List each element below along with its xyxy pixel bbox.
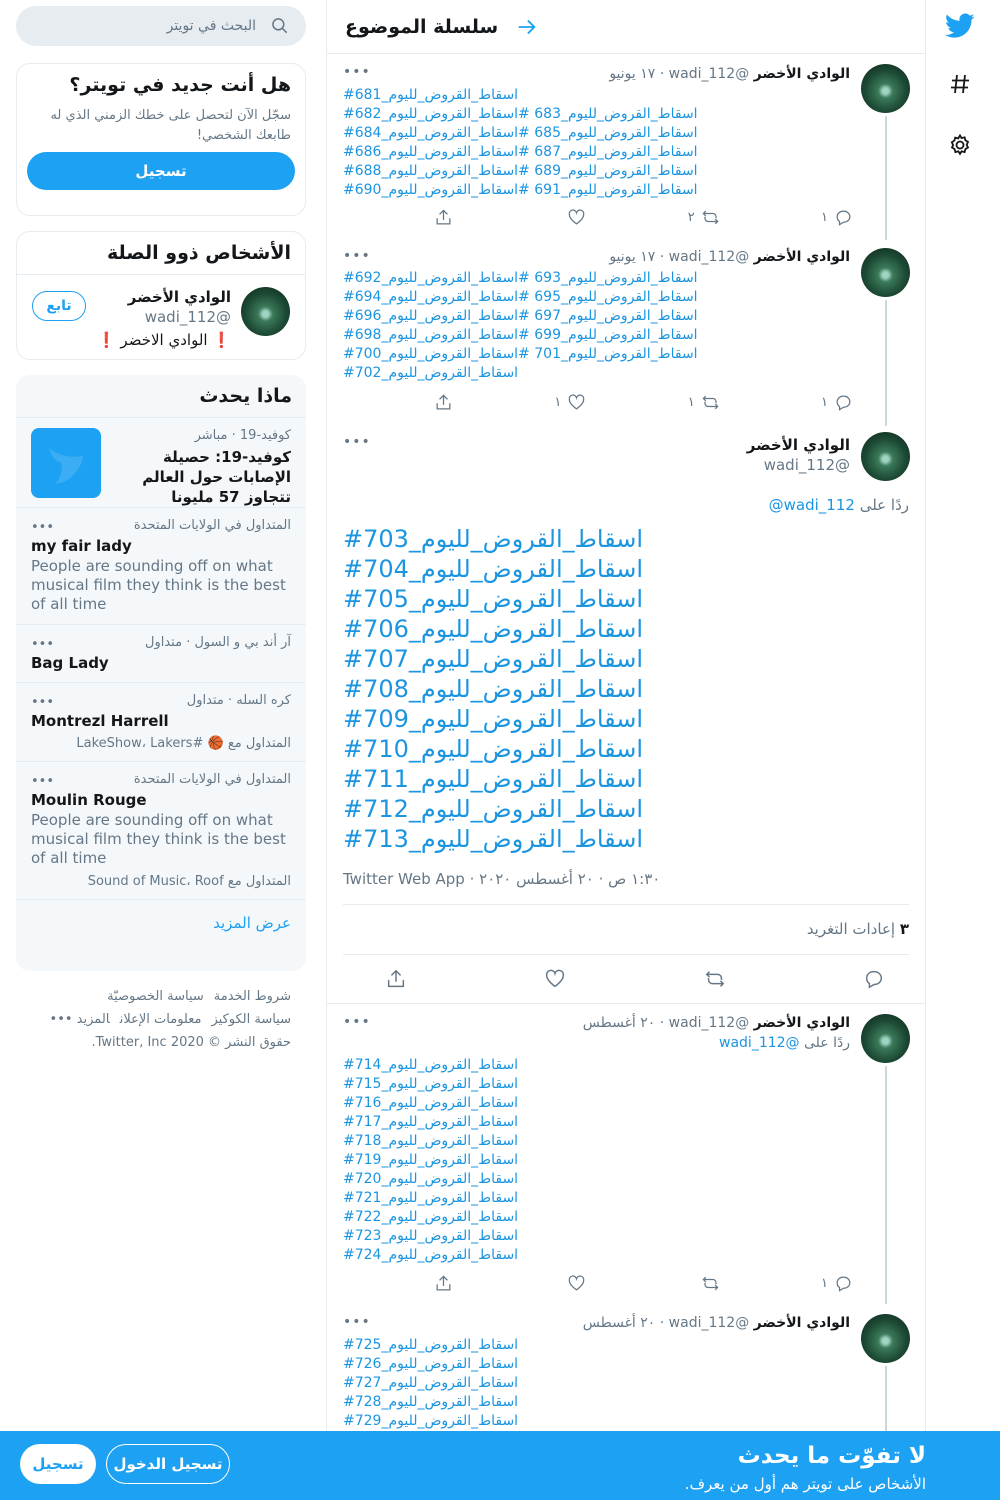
tweet-meta: الوادي الأخضر @wadi_112 · ١٧ يونيو [609,249,850,265]
retweet-button[interactable]: ٢ [610,208,720,227]
tweet-actions [343,208,853,227]
trend-name: Bag Lady [31,654,109,672]
share-icon [434,1274,453,1293]
share-icon [434,208,453,227]
user-bio: ❗ الوادي الاخضر ❗ [96,331,231,349]
card-text: سجّل الآن لتحصل على خطك الزمني الذي له طابعك الشخصي! [50,108,291,143]
hashtag-line[interactable]: #اسقاط_القروض_لليوم_709 [343,705,644,733]
search-icon [270,16,290,36]
tweet-actions [385,968,885,990]
hashtag-line[interactable]: #اسقاط_القروض_لليوم_697 #اسقاط_القروض_لليوم_696 [343,308,698,324]
thread-line [885,300,887,426]
hashtag-line[interactable]: #اسقاط_القروض_لليوم_718 [343,1133,519,1149]
hashtag-line[interactable]: #اسقاط_القروض_لليوم_715 [343,1076,519,1092]
hashtag-line[interactable]: #اسقاط_القروض_لليوم_704 [343,555,644,583]
more-icon[interactable]: ••• [31,695,55,710]
avatar[interactable] [861,64,910,113]
ads-info-link[interactable]: معلومات الإعلان [119,1012,202,1027]
reply-button[interactable]: ١ [743,393,853,412]
share-icon [434,393,453,412]
hashtag-line[interactable]: #اسقاط_القروض_لليوم_725 [343,1337,519,1353]
card-title: هل أنت جديد في تويتر؟ [69,74,291,96]
hashtag-line[interactable]: #اسقاط_القروض_لليوم_720 [343,1171,519,1187]
tweet-text [343,1336,850,1431]
author-name: الوادي الأخضر [746,436,850,454]
reply-context: ردًا على @wadi_112 [719,1035,850,1051]
hashtag-line[interactable]: #اسقاط_القروض_لليوم_729 [343,1413,519,1429]
retweet-button[interactable]: ١ [610,393,720,412]
tweet-text [343,86,850,200]
news-item[interactable] [16,417,306,507]
thread-line [885,1066,887,1304]
hashtag-line[interactable]: #اسقاط_القروض_لليوم_712 [343,795,644,823]
more-icon[interactable]: ••• [343,434,371,450]
avatar[interactable] [241,287,290,336]
share-button[interactable] [343,208,453,227]
twitter-bird-icon[interactable] [944,10,976,42]
hashtag-line[interactable]: #اسقاط_القروض_لليوم_707 [343,645,644,673]
hashtag-line[interactable]: #اسقاط_القروض_لليوم_713 [343,825,644,853]
show-more-link[interactable]: عرض المزيد [16,899,306,946]
divider [343,904,909,905]
trends-card [16,375,306,971]
reply-to-link[interactable]: @wadi_112 [719,1035,800,1051]
reply-context: ردًا على @wadi_112 [768,496,909,514]
reply-icon [834,393,853,412]
like-button[interactable]: ١ [476,393,586,412]
timestamp[interactable]: ١:٣٠ ص · ٢٠ أغسطس ٢٠٢٠ · Twitter Web App [343,870,661,888]
user-handle: @wadi_112 [144,308,231,326]
trend-item[interactable] [16,624,306,682]
search-input[interactable] [16,6,306,46]
retweet-icon [701,1274,720,1293]
trend-item[interactable] [16,761,306,899]
hashtag-line[interactable]: #اسقاط_القروض_لليوم_706 [343,615,644,643]
tweet-actions [343,1274,853,1293]
tweet-1[interactable] [327,54,925,240]
hashtag-line[interactable]: #اسقاط_القروض_لليوم_693 #اسقاط_القروض_لليوم_692 [343,270,698,286]
more-icon[interactable]: ••• [343,248,371,264]
heart-icon [567,1274,586,1293]
heart-icon [567,208,586,227]
retweet-button[interactable] [610,1274,720,1293]
more-icon[interactable]: ••• [31,637,55,652]
hashtag-line[interactable]: #اسقاط_القروض_لليوم_695 #اسقاط_القروض_لليوم_694 [343,289,698,305]
hashtag-line[interactable]: #اسقاط_القروض_لليوم_714 [343,1057,519,1073]
retweet-count[interactable]: ٣ إعادات التغريد [806,920,909,938]
user-name[interactable]: الوادي الأخضر [127,288,231,306]
trend-related: المتداول مع 🏀 #LakeShow، Lakers [76,736,291,751]
hashtag-line[interactable]: #اسقاط_القروض_لليوم_701 #اسقاط_القروض_لليوم_700 [343,346,698,362]
hashtag-line[interactable]: #اسقاط_القروض_لليوم_722 [343,1209,519,1225]
avatar[interactable] [861,1314,910,1363]
trend-context: كره السله · متداول [186,693,291,708]
share-button[interactable] [385,968,407,990]
hashtag-line[interactable]: #اسقاط_القروض_لليوم_726 [343,1356,519,1372]
hashtag-line[interactable]: #اسقاط_القروض_لليوم_719 [343,1152,519,1168]
hashtag-line[interactable]: #اسقاط_القروض_لليوم_702 [343,365,519,381]
more-icon[interactable]: ••• [343,1314,371,1330]
reply-icon [834,208,853,227]
hashtag-line[interactable]: #اسقاط_القروض_لليوم_728 [343,1394,519,1410]
hashtag-line[interactable]: #اسقاط_القروض_لليوم_724 [343,1247,519,1263]
reply-button[interactable] [863,968,885,990]
hashtag-line[interactable]: #اسقاط_القروض_لليوم_685 #اسقاط_القروض_لليوم_684 [343,125,698,141]
reply-icon [834,1274,853,1293]
news-thumbnail [31,428,101,498]
like-button[interactable] [544,968,566,990]
more-link[interactable]: المزيد ••• [49,1012,110,1027]
tweet-text [343,269,850,383]
hashtag-line[interactable]: #اسقاط_القروض_لليوم_687 #اسقاط_القروض_لليوم_686 [343,144,698,160]
nav-rail [926,0,1000,1500]
share-icon [385,968,407,990]
hashtag-line[interactable]: #اسقاط_القروض_لليوم_689 #اسقاط_القروض_لليوم_688 [343,163,698,179]
hashtag-line[interactable]: #اسقاط_القروض_لليوم_723 [343,1228,519,1244]
more-icon[interactable]: ••• [343,1014,371,1030]
reply-button[interactable]: ١ [743,1274,853,1293]
thread-header [327,0,925,54]
signup-banner [0,1431,1000,1500]
trend-description: People are sounding off on what musical film they think is the best of all time [31,811,286,867]
hashtag-line[interactable]: #اسقاط_القروض_لليوم_691 #اسقاط_القروض_لليوم_690 [343,182,698,198]
retweet-icon [701,208,720,227]
hashtag-line[interactable]: #اسقاط_القروض_لليوم_705 [343,585,644,613]
hashtag-line[interactable]: #اسقاط_القروض_لليوم_683 #اسقاط_القروض_لليوم_682 [343,106,698,122]
trend-related: المتداول مع Sound of Music، Roof [87,874,291,889]
hashtag-line[interactable]: #اسقاط_القروض_لليوم_721 [343,1190,519,1206]
trend-context: المتداول في الولايات المتحدة [133,772,291,787]
follow-button[interactable]: تابع [32,291,86,321]
reply-button[interactable]: ١ [743,208,853,227]
heart-icon [544,968,566,990]
more-icon[interactable]: ••• [31,774,55,789]
focused-tweet [327,426,925,1004]
thread-column [326,0,926,1500]
banner-signup-button[interactable]: تسجيل [20,1444,96,1484]
share-button[interactable] [343,393,453,412]
more-icon[interactable]: ••• [343,64,371,80]
card-title: الأشخاص ذوو الصلة [17,232,305,275]
hashtag-line[interactable]: #اسقاط_القروض_لليوم_681 [343,87,519,103]
trend-context: المتداول في الولايات المتحدة [133,518,291,533]
like-button[interactable] [476,208,586,227]
retweet-button[interactable] [704,968,726,990]
trend-context: آر أند بي و السول · متداول [145,635,291,650]
retweet-icon [701,393,720,412]
tweet-3[interactable] [327,1004,925,1304]
footer [16,985,306,1054]
gear-icon[interactable] [944,129,976,161]
privacy-link[interactable]: سياسة الخصوصيّة [107,989,204,1004]
banner-title: لا تفوّت ما يحدث [737,1443,926,1469]
tweet-text [343,524,643,854]
hashtag-line[interactable]: #اسقاط_القروض_لليوم_710 [343,735,644,763]
banner-subtitle: الأشخاص على تويتر هم أول من يعرف. [684,1475,926,1493]
copyright: حقوق النشر © 2020 Twitter, Inc. [91,1035,291,1050]
share-button[interactable] [343,1274,453,1293]
hashtag-line[interactable]: #اسقاط_القروض_لليوم_708 [343,675,644,703]
tweet-meta: الوادي الأخضر @wadi_112 · ١٧ يونيو [609,66,850,82]
thread-line [885,116,887,240]
hashtag-line[interactable]: #اسقاط_القروض_لليوم_711 [343,765,644,793]
hashtag-line[interactable]: #اسقاط_القروض_لليوم_699 #اسقاط_القروض_لليوم_698 [343,327,698,343]
news-headline: كوفيد-19: حصيلة الإصابات حول العالم تتجاوز 57 مليونا [142,448,291,506]
tweet-actions [343,393,853,412]
avatar[interactable] [861,248,910,297]
reply-to-link[interactable]: @wadi_112 [768,496,855,514]
author-handle: @wadi_112 [763,456,850,474]
trend-item[interactable] [16,507,306,624]
page-title: سلسلة الموضوع [345,15,499,38]
retweet-icon [704,968,726,990]
hashtag-line[interactable]: #اسقاط_القروض_لليوم_703 [343,525,644,553]
terms-link[interactable]: شروط الخدمة [213,989,291,1004]
hashtag-line[interactable]: #اسقاط_القروض_لليوم_716 [343,1095,519,1111]
avatar[interactable] [861,432,910,481]
relevant-people-card [16,231,306,360]
news-context: كوفيد-19 · مباشر [194,428,291,443]
search-placeholder: البحث في تويتر [166,18,256,34]
hashtag-icon[interactable] [944,68,976,100]
trend-item[interactable] [16,682,306,761]
like-button[interactable] [476,1274,586,1293]
heart-icon [567,393,586,412]
trend-name: Moulin Rouge [31,791,147,809]
avatar[interactable] [861,1014,910,1063]
tweet-text [343,1056,850,1265]
hashtag-line[interactable]: #اسقاط_القروض_لليوم_717 [343,1114,519,1130]
more-icon[interactable]: ••• [31,520,55,535]
trend-name: my fair lady [31,537,132,555]
tweet-2[interactable] [327,240,925,426]
signup-button[interactable]: تسجيل [27,152,295,190]
card-title: ماذا يحدث [199,385,292,407]
divider [343,954,909,955]
trend-description: People are sounding off on what musical film they think is the best of all time [31,557,286,613]
tweet-meta: الوادي الأخضر @wadi_112 · ٢٠ أغسطس [582,1315,850,1331]
reply-icon [863,968,885,990]
trend-name: Montrezl Harrell [31,712,169,730]
cookies-link[interactable]: سياسة الكوكيز [211,1012,291,1027]
back-arrow-icon[interactable] [512,12,542,42]
login-button[interactable]: تسجيل الدخول [106,1444,230,1484]
hashtag-line[interactable]: #اسقاط_القروض_لليوم_727 [343,1375,519,1391]
new-to-twitter-card [16,63,306,216]
tweet-meta: الوادي الأخضر @wadi_112 · ٢٠ أغسطس [582,1015,850,1031]
